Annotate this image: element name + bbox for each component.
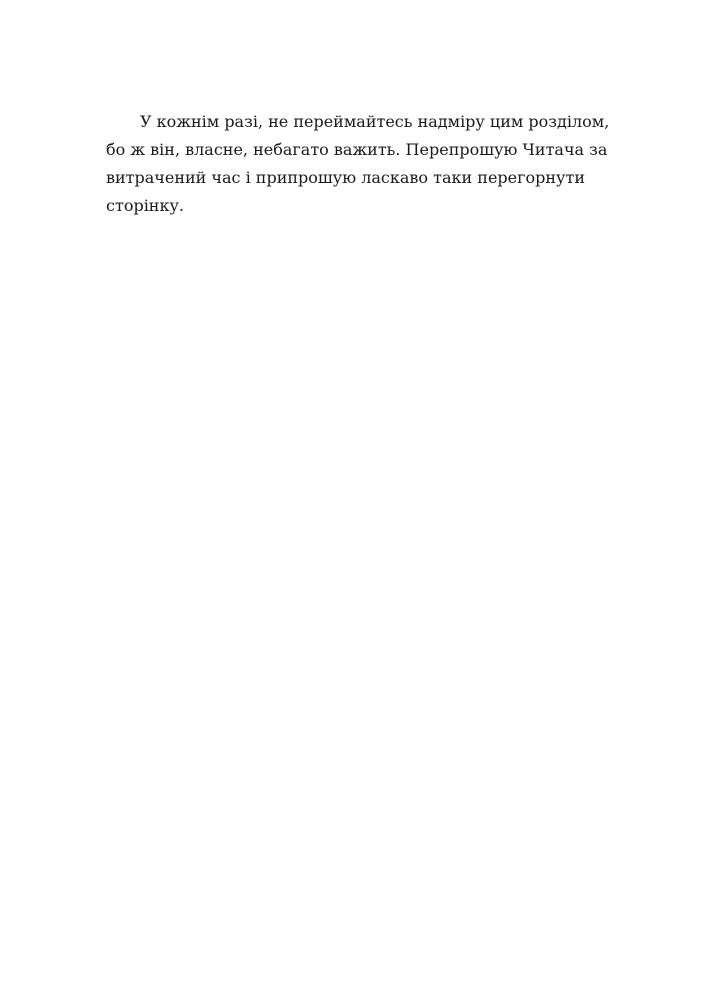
body-paragraph [106,108,610,220]
paragraph-line: витрачений час і припрошую ласкаво таки перегорнути [106,168,585,187]
paragraph-line: бо ж він, власне, небагато важить. Перепрошую Читача за [106,140,608,159]
paragraph-line: сторінку. [106,196,184,215]
paragraph-line: У кожнім разі, не переймайтесь надміру цим розділом, [140,112,610,131]
